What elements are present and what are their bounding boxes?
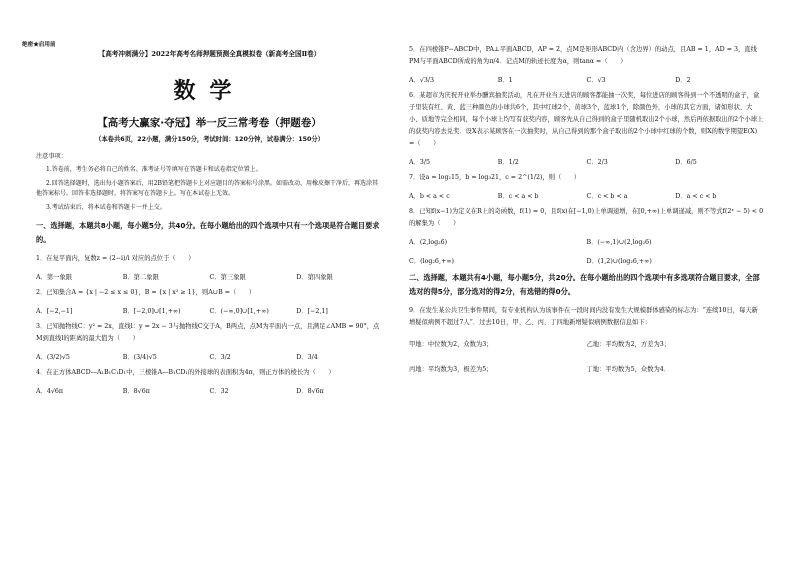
option-d: D．6/5 <box>675 159 697 166</box>
option-a: A．(2,log₂6) <box>409 239 448 246</box>
question-4: 4．在正方体ABCD—A₁B₁C₁D₁中，三棱锥A—B₁CD₁的外接球的表面积为4π，则正方体的棱长为（ ） <box>36 369 335 376</box>
exam-info: （本卷共6页，22小题，满分150分，考试时间：120分钟，试卷满分：150分） <box>95 136 324 143</box>
stat-ding: 丁地：平均数为5，众数为4． <box>586 366 671 373</box>
question-5: 5．在四棱锥P−ABCD中，PA⊥平面ABCD，AP = 2，点M是矩形ABCD内（含边界）的动点，且AB = 1，AD = 3，直线PM与平面ABCD所成的角为π/4．记点M的轨迹长度为α，则tanα =（ ） <box>409 46 757 65</box>
question-8: 8．已知f(x−1)为定义在R上的奇函数，f(1) = 0，且f(x)在[−1,0)上单调递增，在[0,+∞)上单调递减，则不等式f(2ˣ − 5) < 0的解集为（ ） <box>409 208 764 227</box>
question-9: 9．在发生某公共卫生事件期间，有专业机构认为该事件在一段时间内没有发生大规模群体感染的标志为：“连续10日，每天新增疑似病例不超过7人”．过去10日，甲、乙、丙、丁四地新增疑似病例数据信息如下： <box>409 307 758 326</box>
question-2: 2．已知集合A = {x | −2 ≤ x ≤ 0}，B = {x | x² ≥ 1}，则A∪B =（ ） <box>36 289 256 296</box>
stat-yi: 乙地：平均数为2，方差为3； <box>586 341 671 348</box>
note-1: 1.答卷前，考生务必将自己的姓名、准考证号等填写在答题卡和试卷指定位置上。 <box>46 166 262 173</box>
option-a: A．(3/2)√5 <box>36 354 70 361</box>
option-c: C．32 <box>209 388 229 395</box>
option-c: C．c < b < a <box>586 193 628 200</box>
question-1: 1．在复平面内，复数z = (2−i)/i 对应的点位于（ ） <box>36 255 195 262</box>
subject-title: 数学 <box>173 78 246 104</box>
option-a: A．4√6π <box>36 388 64 395</box>
option-a: A．√3/3 <box>409 77 434 84</box>
option-c: C．(log₂6,+∞) <box>409 258 454 265</box>
option-a: A．[−2,−1] <box>36 308 73 315</box>
secret-label: 绝密★启用前 <box>22 42 56 48</box>
option-a: A．第一象限 <box>36 274 73 281</box>
option-b: B．(−∞,1)∪(2,log₂6) <box>586 239 652 246</box>
option-c: C．(−∞,0]∪[1,+∞) <box>209 308 269 315</box>
option-b: B．1/2 <box>497 159 519 166</box>
section-1-heading: 一、选择题，本题共8小题，每小题5分，共40分。在每小题给出的四个选项中只有一个选项是符合题目要求的。 <box>36 221 380 244</box>
notes-title: 注意事项： <box>36 153 67 160</box>
question-7: 7．设a = log₂15，b = log₃21，c = 2^(1/2)，则（ ） <box>409 174 581 181</box>
question-3: 3．已知抛物线C：y² = 2x，直线l：y = 2x − 3与抛物线C交于A，B两点，点M为平面内一点，且满足∠AMB = 90°，点M到直线l的距离的最大值为（ ） <box>36 323 380 342</box>
option-b: B．c < a < b <box>497 193 539 200</box>
question-4-options <box>36 386 383 395</box>
option-b: B．(3/4)√5 <box>122 354 157 361</box>
question-6: 6．某超市为庆祝开业举办酬宾抽奖活动，凡在开业当天进店的顾客都能抽一次奖，每位进店的顾客得到一个不透明的盒子，盒子里装有红、黄、蓝三种颜色的小球共6个，其中红球2个，黄球3个，蓝球1个，除颜色外，小球的其它方面，诸如形状、大小、质地等完全相同，每个小球上均写有获奖内容，顾客先从自己得到的盒子里随机取出2个小球，然后再依据取出的2个小球上的获奖内容去兑奖．设X表示某顾客在一次抽奖时，从自己得到的那个盒子取出的2个小球中红球的个数，则X的数学期望E(X) =（ ） <box>409 92 764 147</box>
option-c: C．√3 <box>586 77 606 84</box>
question-5-options <box>409 75 764 84</box>
question-7-options <box>409 191 764 200</box>
right-column <box>397 0 794 562</box>
exam-header: 【高考冲刺满分】2022年高考名师押题预测全真模拟卷（新高考全国Ⅱ卷） <box>98 50 321 58</box>
option-b: B．1 <box>497 77 513 84</box>
question-6-options <box>409 157 764 166</box>
option-b: B．[−2,0]∪[1,+∞) <box>122 308 181 315</box>
option-c: C．第三象限 <box>209 274 246 281</box>
option-d: D．第四象限 <box>296 274 333 281</box>
option-d: D．2 <box>675 77 691 84</box>
option-c: C．2/3 <box>586 159 608 166</box>
option-d: D．[−2,1] <box>296 308 328 315</box>
option-d: D．8√6π <box>296 388 324 395</box>
question-3-options <box>36 352 383 361</box>
option-b: B．第二象限 <box>122 274 159 281</box>
section-2-heading: 二、选择题，本题共有4小题，每小题5分，共20分。在每小题给出的四个选项中有多选项符合题目要求，全部选对的得5分，部分选对的得2分，有选错的得0分。 <box>409 273 760 296</box>
option-b: B．8√6π <box>122 388 150 395</box>
option-d: D．a < c < b <box>675 193 717 200</box>
option-d: D．(1,2)∪(log₂6,+∞) <box>586 258 652 265</box>
note-3: 3.考试结束后，将本试卷和答题卡一并上交。 <box>46 204 166 211</box>
option-a: A．b < a < c <box>409 193 450 200</box>
question-2-options <box>36 306 383 315</box>
option-d: D．3/4 <box>296 354 318 361</box>
question-8-options <box>409 237 764 265</box>
question-1-options <box>36 272 383 281</box>
question-9-data <box>409 339 764 373</box>
stat-bing: 丙地：平均数为3，极差为5； <box>409 366 493 373</box>
stat-jia: 甲地：中位数为2，众数为3； <box>409 341 493 348</box>
option-a: A．3/5 <box>409 159 430 166</box>
exam-subtitle: 【高考大赢家·夺冠】举一反三常考卷（押题卷） <box>97 117 322 129</box>
option-c: C．3/2 <box>209 354 231 361</box>
note-2: 2.回答选择题时，选出每小题答案后，用2B铅笔把答题卡上对应题目的答案标号涂黑。如需改动，用橡皮擦干净后，再选涂其他答案标号。回答非选择题时，将答案写在答题卡上。写在本试卷上无效。 <box>36 180 378 197</box>
